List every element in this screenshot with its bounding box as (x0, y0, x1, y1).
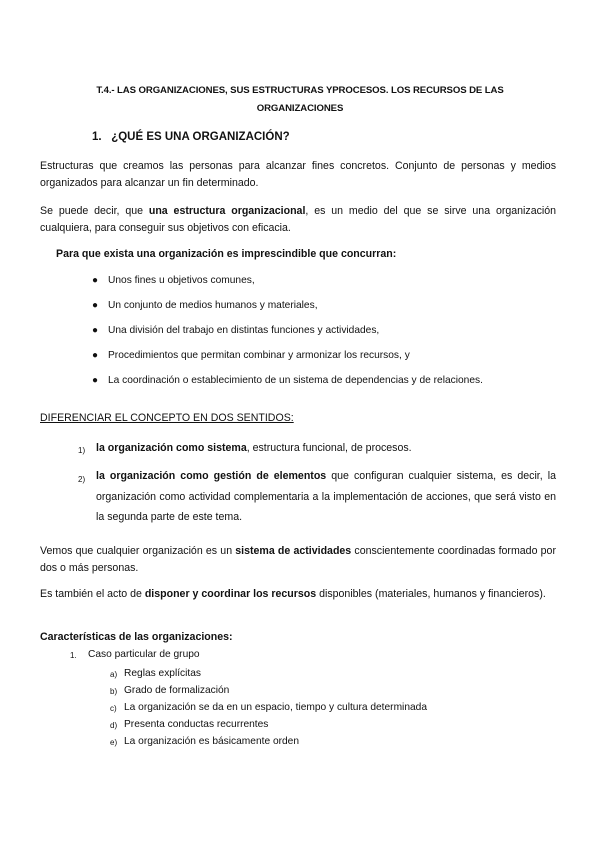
paragraph-2: Se puede decir, que una estructura organizacional, es un medio del que se sirve una organización cualquiera, para conseguir sus objetivos con eficacia. (40, 205, 557, 234)
paragraph-4: Es también el acto de disponer y coordinar los recursos disponibles (materiales, humanos y financieros). (40, 588, 546, 600)
document-title-line-2: ORGANIZACIONES (256, 103, 344, 114)
bullet-icon: ● (92, 325, 99, 336)
sub-list-item: a) Reglas explícitas (110, 668, 202, 679)
document-title-line-1: T.4.- LAS ORGANIZACIONES, SUS ESTRUCTURAS YPROCESOS. LOS RECURSOS DE LAS (96, 85, 504, 96)
numbered-item: 1) la organización como sistema, estructura funcional, de procesos. (96, 440, 556, 457)
section-heading (92, 131, 290, 143)
bullet-icon: ● (92, 300, 99, 311)
paragraph-1: Estructuras que creamos las personas para alcanzar fines concretos. Conjunto de personas y medios organizados para alcanzar un fin determinado. (40, 160, 556, 189)
list-item: ● Un conjunto de medios humanos y materiales, (92, 300, 318, 311)
item-number: 2) (78, 475, 86, 484)
paragraph-3: Vemos que cualquier organización es un sistema de actividades conscientemente coordinadas formado por dos o más personas. (40, 545, 556, 574)
bold-term: una estructura organizacional (148, 205, 306, 217)
list-item: ● La coordinación o establecimiento de un sistema de dependencias y de relaciones. (92, 375, 483, 386)
characteristics-heading: Características de las organizaciones: (40, 631, 233, 643)
sub-list-item: d) Presenta conductas recurrentes (110, 719, 269, 730)
item-number: 1) (78, 446, 86, 455)
section-number: 1. (92, 131, 102, 143)
list-item: ● Una división del trabajo en distintas funciones y actividades, (92, 325, 380, 336)
section-title: ¿QUÉ ES UNA ORGANIZACIÓN? (111, 131, 290, 143)
sub-list-item: e) La organización es básicamente orden (110, 736, 299, 747)
sub-list-item: c) La organización se da en un espacio, tiempo y cultura determinada (110, 702, 427, 713)
list-item: ● Procedimientos que permitan combinar y armonizar los recursos, y (92, 350, 410, 361)
bullet-icon: ● (92, 375, 99, 386)
subsection-heading: DIFERENCIAR EL CONCEPTO EN DOS SENTIDOS: (40, 412, 294, 424)
item-number: 1. (70, 651, 77, 660)
requirements-intro: Para que exista una organización es imprescindible que concurran: (56, 248, 397, 260)
sub-list-item: b) Grado de formalización (110, 685, 230, 696)
bullet-icon: ● (92, 350, 99, 361)
list-item: ● Unos fines u objetivos comunes, (92, 275, 255, 286)
bullet-icon: ● (92, 275, 99, 286)
numbered-item: 1. Caso particular de grupo (70, 649, 200, 660)
numbered-item: 2) la organización como gestión de elementos que configuran cualquier sistema, es decir, la organización como actividad complementaria a la implementación de acciones, que será visto en la segunda parte de este tema. (78, 470, 557, 523)
